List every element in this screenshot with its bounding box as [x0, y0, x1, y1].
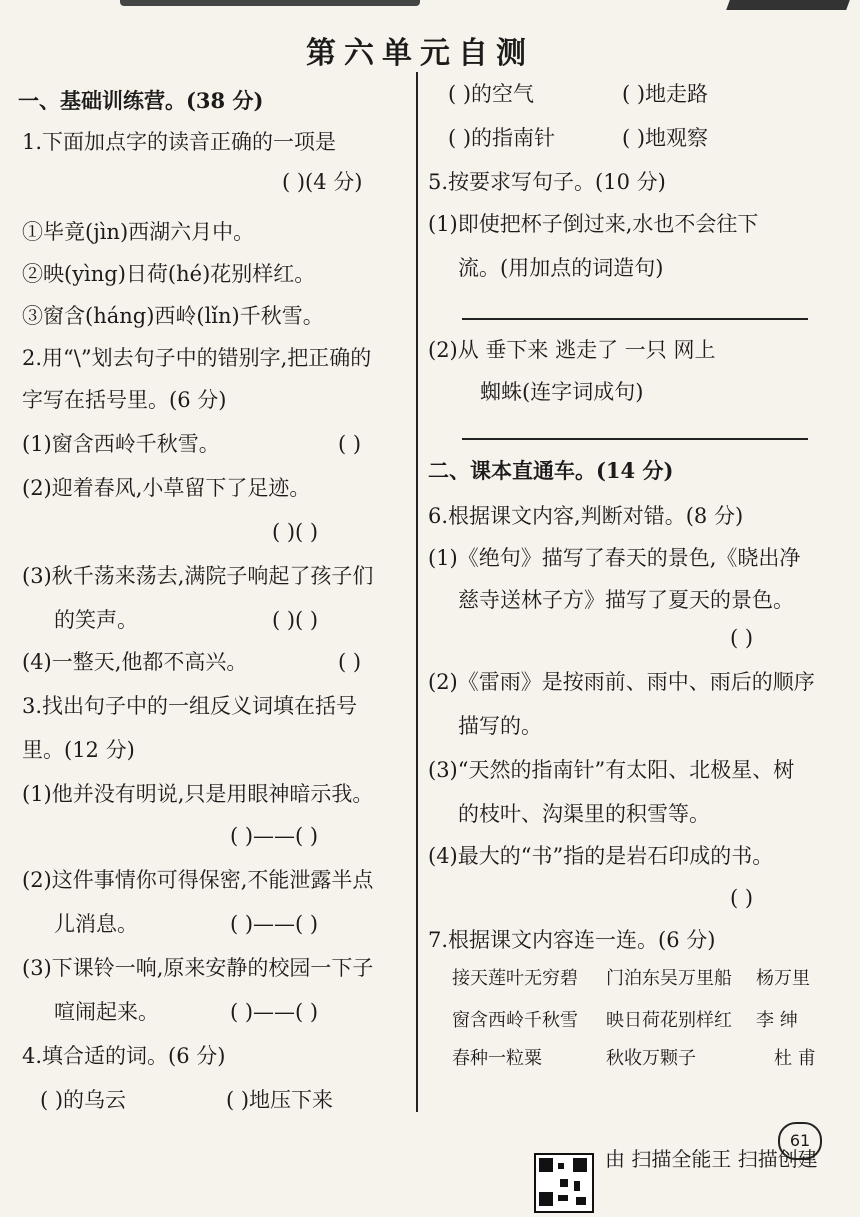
q3-item-2: (2)这件事情你可得保密,不能泄露半点: [22, 868, 374, 892]
q7-right-2[interactable]: 李 绅: [756, 1010, 798, 1031]
q4-item-3[interactable]: ( )的空气: [448, 82, 535, 106]
q3-item-1-answer[interactable]: ( )——( ): [230, 824, 319, 848]
q4-text: 4.填合适的词。(6 分): [22, 1044, 226, 1068]
q6-item-1: (1)《绝句》描写了春天的景色,《晓出净: [428, 546, 801, 570]
q5-item-1: (1)即使把杯子倒过来,水也不会往下: [428, 212, 759, 236]
q6-item-1-cont: 慈寺送林子方》描写了夏天的景色。: [458, 588, 794, 612]
q6-item-4-answer[interactable]: ( ): [730, 886, 754, 910]
q4-item-1[interactable]: ( )的乌云: [40, 1088, 127, 1112]
q2-item-4-answer[interactable]: ( ): [338, 650, 362, 674]
q7-left-2[interactable]: 窗含西岭千秋雪: [452, 1010, 578, 1031]
q2-item-3: (3)秋千荡来荡去,满院子响起了孩子们: [22, 564, 374, 588]
scanner-watermark: 由 扫描全能王 扫描创建: [605, 1147, 818, 1171]
q4-item-4[interactable]: ( )地走路: [622, 82, 709, 106]
q4-item-5[interactable]: ( )的指南针: [448, 126, 556, 150]
q2-item-4: (4)一整天,他都不高兴。: [22, 650, 248, 674]
q5-item-1-cont: 流。(用加点的词造句): [458, 256, 664, 280]
q6-item-2-cont: 描写的。: [458, 714, 542, 738]
q6-item-2: (2)《雷雨》是按雨前、雨中、雨后的顺序: [428, 670, 815, 694]
q2-item-3-cont: 的笑声。: [54, 608, 138, 632]
q6-item-3: (3)“天然的指南针”有太阳、北极星、树: [428, 758, 795, 782]
q3-text: 3.找出句子中的一组反义词填在括号: [22, 694, 358, 718]
q7-right-3[interactable]: 杜 甫: [774, 1048, 816, 1069]
q5-text: 5.按要求写句子。(10 分): [428, 170, 666, 194]
q3-item-2-cont: 儿消息。: [54, 912, 138, 936]
q3-item-3-cont: 喧闹起来。: [54, 1000, 159, 1024]
q7-right-1[interactable]: 杨万里: [756, 968, 810, 989]
q6-item-1-answer[interactable]: ( ): [730, 626, 754, 650]
q3-item-3: (3)下课铃一响,原来安静的校园一下子: [22, 956, 374, 980]
q1-option-1: ①毕竟(jìn)西湖六月中。: [22, 220, 255, 244]
q6-text: 6.根据课文内容,判断对错。(8 分): [428, 504, 744, 528]
top-edge-bar: [120, 0, 420, 6]
q3-text-cont: 里。(12 分): [22, 738, 135, 762]
q7-text: 7.根据课文内容连一连。(6 分): [428, 928, 716, 952]
q2-item-1: (1)窗含西岭千秋雪。: [22, 432, 220, 456]
q6-item-4: (4)最大的“书”指的是岩石印成的书。: [428, 844, 774, 868]
q4-item-2[interactable]: ( )地压下来: [226, 1088, 334, 1112]
q2-text-cont: 字写在括号里。(6 分): [22, 388, 227, 412]
q7-left-3[interactable]: 春种一粒粟: [452, 1048, 542, 1069]
q1-option-2: ②映(yìng)日荷(hé)花别样红。: [22, 262, 316, 286]
section-1-heading: 一、基础训练营。(38 分): [18, 88, 264, 113]
q2-item-3-answer[interactable]: ( )( ): [272, 608, 319, 632]
page-number-badge: 61: [778, 1122, 822, 1160]
q3-item-1: (1)他并没有明说,只是用眼神暗示我。: [22, 782, 374, 806]
column-divider: [416, 72, 418, 1112]
q5-item-1-answer-line[interactable]: [462, 318, 808, 320]
q1-answer-bracket[interactable]: ( )(4 分): [282, 170, 363, 194]
q3-item-3-answer[interactable]: ( )——( ): [230, 1000, 319, 1024]
q7-left-1[interactable]: 接天莲叶无穷碧: [452, 968, 578, 989]
q2-item-1-answer[interactable]: ( ): [338, 432, 362, 456]
q1-text: 1.下面加点字的读音正确的一项是: [22, 130, 337, 154]
qr-code-icon: [534, 1153, 594, 1213]
q5-item-2-cont: 蜘蛛(连字词成句): [480, 380, 644, 404]
q7-mid-1[interactable]: 门泊东吴万里船: [606, 968, 732, 989]
q2-item-2: (2)迎着春风,小草留下了足迹。: [22, 476, 311, 500]
q2-item-2-answer[interactable]: ( )( ): [272, 520, 319, 544]
top-corner-mark: [726, 0, 850, 10]
q5-item-2: (2)从 垂下来 逃走了 一只 网上: [428, 338, 716, 362]
q7-mid-3[interactable]: 秋收万颗子: [606, 1048, 696, 1069]
page-title: 第六单元自测: [306, 36, 534, 71]
q4-item-6[interactable]: ( )地观察: [622, 126, 709, 150]
q7-mid-2[interactable]: 映日荷花别样红: [606, 1010, 732, 1031]
q5-item-2-answer-line[interactable]: [462, 438, 808, 440]
q1-option-3: ③窗含(háng)西岭(lǐn)千秋雪。: [22, 304, 324, 328]
q6-item-3-cont: 的枝叶、沟渠里的积雪等。: [458, 802, 710, 826]
q3-item-2-answer[interactable]: ( )——( ): [230, 912, 319, 936]
section-2-heading: 二、课本直通车。(14 分): [428, 458, 674, 483]
q2-text: 2.用“\”划去句子中的错别字,把正确的: [22, 346, 372, 370]
